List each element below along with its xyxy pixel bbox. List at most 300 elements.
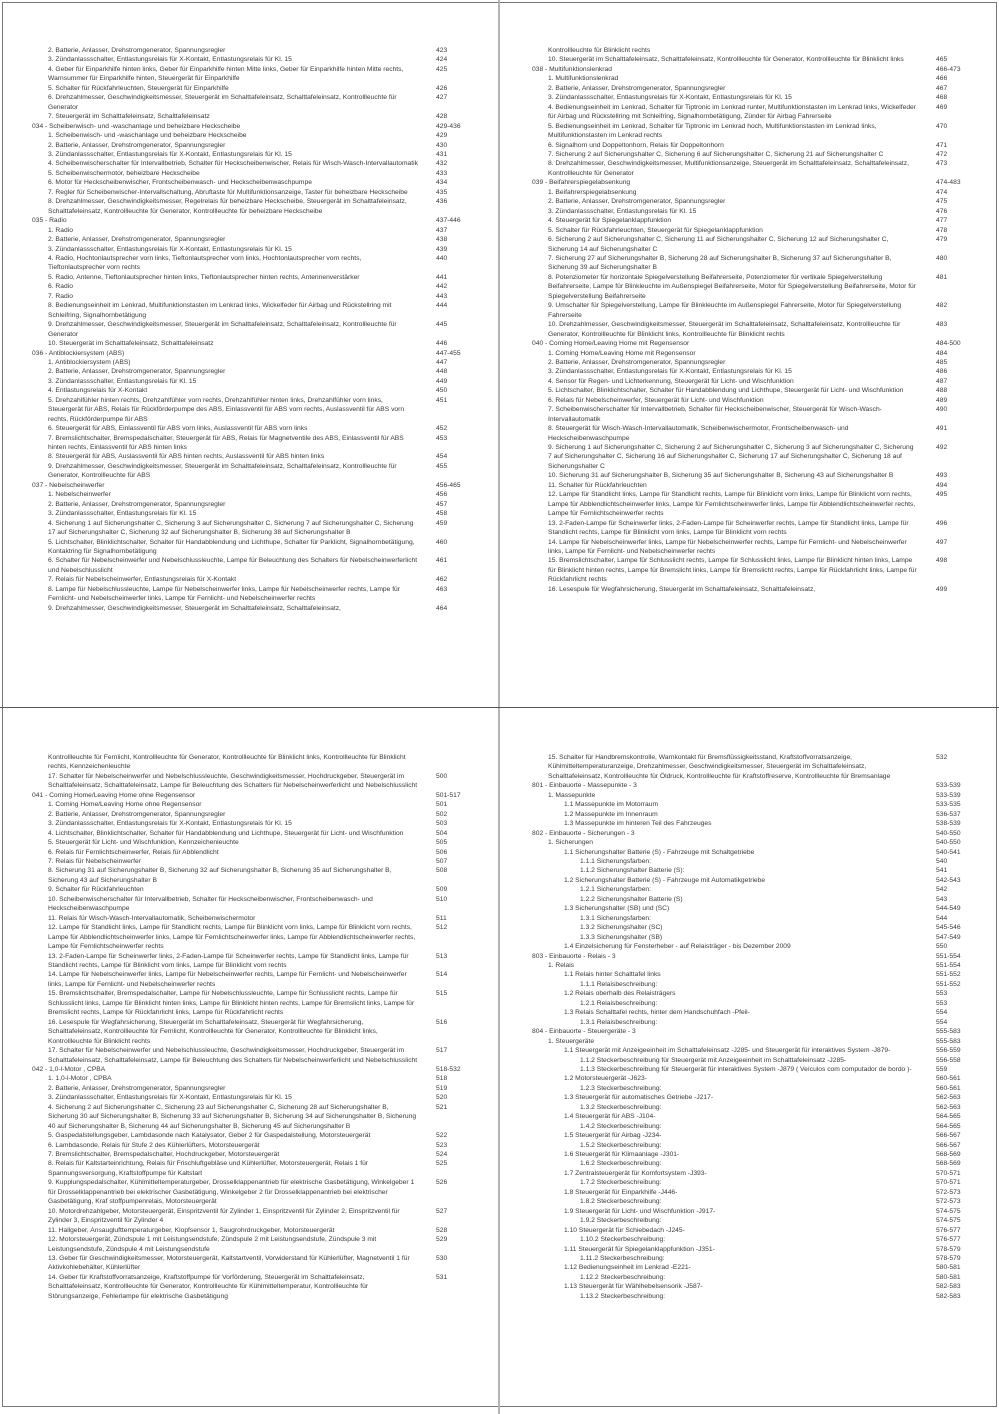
toc-entry — [500, 519, 999, 538]
toc-entry — [500, 1037, 999, 1046]
toc-page-number: 496 — [936, 519, 948, 527]
toc-page-number: 483 — [936, 321, 948, 329]
toc-entry-title: 1. Radio — [48, 226, 73, 234]
toc-entry-title: 8. Bedienungseinheit im Lenkrad, Multifunktionstasten im Lenkrad links, Wickelfeder für Airbag und Rückstellring mit Schleifring, Signalhornbetätigung — [48, 302, 392, 319]
toc-page-number: 472 — [936, 150, 948, 158]
toc-entry — [0, 93, 499, 112]
toc-page-number: 489 — [936, 396, 948, 404]
toc-page-number: 436 — [436, 198, 448, 206]
toc-entry-title: 4. Lichtschalter, Blinklichtschalter, Schalter für Handabblendung und Lichthupe, Steuergerät für Licht- und Wischfunktion — [48, 829, 404, 837]
toc-entry-title: 1.3 Massepunkte im hinteren Teil des Fahrzeuges — [564, 820, 712, 828]
toc-entry-title: 1.1.1 Sicherungsfarben: — [580, 857, 652, 865]
toc-page-number: 444 — [436, 302, 448, 310]
toc-entry-title: 17. Schalter für Nebelscheinwerfer und Nebelschlussleuchte, Geschwindigkeitsmesser, Hochdruckgeber, Steuergerät im Schalttafeleinsatz, Schalttafeleinsatz, Lampe für Beleuchtung des Schalters für Nebelscheinwerferlicht und Nebelschlusslicht — [48, 772, 418, 790]
toc-page-number: 426 — [436, 84, 448, 92]
toc-page-number: 474 — [936, 188, 948, 196]
toc-page-number: 425 — [436, 65, 448, 73]
toc-page-number: 531 — [436, 1273, 448, 1281]
toc-entry — [500, 197, 999, 206]
toc-entry-title: 11. Schalter für Rückfahrleuchten — [548, 481, 647, 489]
toc-page-number: 527 — [436, 1207, 448, 1215]
toc-page-number: 497 — [936, 538, 948, 546]
toc-entry — [500, 1159, 999, 1168]
toc-entry — [0, 367, 499, 376]
toc-entry-title: 037 - Nebelscheinwerfer — [32, 481, 105, 489]
toc-chapter-entry — [500, 65, 999, 74]
toc-page-number: 490 — [936, 406, 948, 414]
toc-entry-title: 1.12.2 Steckerbeschreibung: — [580, 1273, 666, 1281]
toc-page-number: 540 — [936, 857, 948, 865]
toc-entry — [500, 103, 999, 122]
toc-entry — [500, 1292, 999, 1301]
toc-page-number: 481 — [936, 273, 948, 281]
toc-chapter-entry — [0, 1065, 499, 1074]
toc-page-number: 511 — [436, 914, 447, 922]
toc-entry — [500, 1235, 999, 1244]
toc-page-number: 533-539 — [936, 791, 961, 799]
toc-entry-title: 1.1 Relais hinter Schalttafel links — [564, 971, 661, 979]
toc-page-number: 433 — [436, 169, 448, 177]
toc-page-number: 533-539 — [936, 782, 961, 790]
toc-chapter-entry — [500, 829, 999, 838]
toc-entry-title: 1.2.1 Sicherungsfarben: — [580, 886, 652, 894]
toc-entry — [500, 1169, 999, 1178]
toc-entry-title: 4. Bedienungseinheit im Lenkrad, Schalter für Tiptronic im Lenkrad runter, Multifunktionstasten im Lenkrad links, Wickelfeder für Airbag und Rückstellring mit Schleifring, Signalhornbetätigung, Zünder für Airbag Fahrerseite — [548, 103, 916, 121]
toc-entry-title: 13. 2-Faden-Lampe für Scheinwerfer links, 2-Faden-Lampe für Scheinwerfer rechts, Lampe für Standlicht links, Lampe für Standlicht rechts, Lampe für Blinklicht vorn links, Lampe für Blinklicht vorn rechts — [548, 519, 909, 537]
toc-entry — [0, 1141, 499, 1150]
toc-chapter-entry — [0, 791, 499, 800]
toc-page-number: 564-565 — [936, 1122, 961, 1130]
toc-entry-title: 14. Lampe für Nebelscheinwerfer links, Lampe für Nebelscheinwerfer rechts, Lampe für Fernlicht- und Nebelscheinwerfer links, Lampe für Fernlicht- und Nebelscheinwerfer rechts — [48, 971, 407, 988]
toc-page-number: 542-543 — [936, 876, 961, 884]
toc-entry — [0, 895, 499, 914]
toc-entry — [500, 55, 999, 64]
toc-entry — [500, 1226, 999, 1235]
toc-page-number: 538-539 — [936, 820, 961, 828]
toc-entry-title: 1.5.2 Steckerbeschreibung: — [580, 1141, 662, 1149]
toc-page-number: 471 — [936, 141, 948, 149]
toc-entry-title: 4. Sicherung 2 auf Sicherungshalter C, Sicherung 23 auf Sicherungshalter C, Sicherung 28 auf Sicherungshalter B, Sicherung 30 auf Sicherungshalter B, Sicherung 33 auf Sicherungshalter B, Sicherung 34 auf Sicherungshalter B, Sicherung 40 auf Sicherungshalter B, Sicherung 44 auf Sicherungshalter B, Sicherung 45 auf Sicherungshalter B — [48, 1103, 417, 1130]
toc-entry-title: 5. Gaspedalstellungsgeber, Lambdasonde nach Katalysator, Geber 2 für Gaspedalstellung, Motorsteuergerät — [48, 1132, 371, 1140]
toc-entry — [0, 1093, 499, 1102]
toc-page-number: 460 — [436, 538, 448, 546]
toc-page-number: 487 — [936, 377, 948, 385]
toc-entry-title: 2. Batterie, Anlasser, Drehstromgenerator, Spannungsregler — [548, 84, 726, 92]
toc-entry — [500, 188, 999, 197]
toc-entry-title: 1.3 Relais Schalttafel rechts, hinter dem Handschuhfach -Pfeil- — [564, 1009, 750, 1017]
toc-page-number: 484-500 — [936, 340, 961, 348]
toc-page-number: 560-561 — [936, 1084, 961, 1092]
toc-entry-title: 1.10 Steuergerät für Schiebedach -J245- — [564, 1226, 685, 1234]
toc-entry-title: 1.3 Steuergerät für automatisches Getriebe -J217- — [564, 1094, 714, 1102]
toc-entry-title: 16. Lesespule für Wegfahrsicherung, Steuergerät im Schalttafeleinsatz, Schalttafeleinsatz, — [548, 585, 816, 593]
toc-entry-title: 1.3.1 Sicherungsfarben: — [580, 914, 652, 922]
toc-entry-title: 9. Drehzahlmesser, Geschwindigkeitsmesser, Steuergerät im Schalttafeleinsatz, Schalttafeleinsatz, Kontrollleuchte für Generator, Kontrollleuchte für ABS — [48, 462, 397, 480]
toc-page-number: 512 — [436, 924, 448, 932]
toc-entry — [500, 226, 999, 235]
toc-page-number: 582-583 — [936, 1292, 961, 1300]
toc-entry-title: 7. Regler für Scheibenwischer-Intervallschaltung, Abruftaste für Multifunktionsanzeige, Taster für beheizbare Heckscheibe — [48, 188, 408, 196]
toc-entry — [500, 1046, 999, 1055]
toc-page-number: 580-581 — [936, 1264, 961, 1272]
toc-entry — [0, 490, 499, 499]
toc-entry-title: 9. Drehzahlmesser, Geschwindigkeitsmesser, Steuergerät im Schalttafeleinsatz, Schalttafeleinsatz, — [48, 604, 341, 612]
toc-page-number: 466-473 — [936, 65, 961, 73]
toc-entry-title: 6. Radio — [48, 283, 73, 291]
toc-page-number: 576-577 — [936, 1226, 961, 1234]
toc-entry — [500, 819, 999, 828]
toc-entry-title: 2. Batterie, Anlasser, Drehstromgenerator, Spannungsregler — [48, 141, 226, 149]
toc-entry — [0, 320, 499, 339]
toc-entry — [0, 131, 499, 140]
toc-entry-title: 1.3.2 Sicherungshalter (SC) — [580, 924, 663, 932]
toc-page-number: 510 — [436, 895, 448, 903]
toc-page-number: 555-583 — [936, 1028, 961, 1036]
toc-entry-title: 1.9 Steuergerät für Licht- und Wischfunktion -J917- — [564, 1207, 716, 1215]
toc-entry-title: 1.3.3 Sicherungshalter (SB) — [580, 933, 663, 941]
toc-entry — [500, 490, 999, 518]
toc-page-number: 494 — [936, 481, 948, 489]
toc-entry-title: 7. Radio — [48, 292, 73, 300]
toc-entry — [500, 1178, 999, 1187]
toc-entry-title: 1.5 Steuergerät für Airbag -J234- — [564, 1132, 662, 1140]
toc-page-number: 559 — [936, 1065, 948, 1073]
toc-entry — [500, 1112, 999, 1121]
toc-entry-title: 15. Bremslichtschalter, Lampe für Schlusslicht rechts, Lampe für Schlusslicht links, Lampe für Blinklicht hinten links, Lampe für Blinklicht hinten rechts, Lampe für Bremslicht links, Lampe für Bremslicht rechts, Lampe für Rückfahrlicht links, Lampe für Rückfahrlicht rechts — [548, 557, 917, 584]
toc-chapter-entry — [0, 122, 499, 131]
toc-entry-title: 1.12 Bedienungseinheit im Lenkrad -E221- — [564, 1264, 691, 1272]
toc-page-number: 524 — [436, 1151, 448, 1159]
toc-page-number: 458 — [436, 510, 448, 518]
toc-page-number: 491 — [936, 425, 948, 433]
toc-page-number: 562-563 — [936, 1103, 961, 1111]
toc-entry — [0, 245, 499, 254]
toc-entry-title: 7. Relais für Nebelscheinwerfer — [48, 857, 141, 865]
toc-entry — [0, 292, 499, 301]
toc-page-number: 551-552 — [936, 971, 961, 979]
toc-entry-title: 1.7 Zentralsteuergerät für Komfortsystem -J393- — [564, 1169, 707, 1177]
toc-entry-title: 802 - Einbauorte - Sicherungen - 3 — [532, 829, 635, 837]
toc-entry — [500, 207, 999, 216]
toc-entry-title: 1.2.1 Relaisbeschreibung: — [580, 999, 658, 1007]
toc-entry-title: 2. Batterie, Anlasser, Drehstromgenerator, Spannungsregler — [48, 810, 226, 818]
toc-page-number: 514 — [436, 971, 448, 979]
toc-page-number: 509 — [436, 886, 448, 894]
toc-entry-title: 5. Radio, Antenne, Tieftonlautsprecher hinten links, Tieftonlautsprecher hinten rechts, Antennenverstärker — [48, 273, 360, 281]
toc-page-number: 533-535 — [936, 801, 961, 809]
toc-entry-title: 7. Sicherung 27 auf Sicherungshalter B, Sicherung 28 auf Sicherungshalter B, Sicherung 37 auf Sicherungshalter B, Sicherung 39 auf Sicherungshalter B — [548, 254, 892, 272]
toc-page-number: 501-517 — [436, 791, 461, 799]
toc-entry-title: 7. Relais für Nebelscheinwerfer, Entlastungsrelais für X-Kontakt — [48, 576, 237, 584]
toc-entry-title: 1.6 Steuergerät für Klimaanlage -J301- — [564, 1151, 680, 1159]
toc-entry — [500, 904, 999, 913]
toc-entry-title: 13. 2-Faden-Lampe für Scheinwerfer links, 2-Faden-Lampe für Scheinwerfer rechts, Lampe für Standlicht links, Lampe für Standlicht rechts, Lampe für Blinklicht vorn links, Lampe für Blinklicht vorn rechts — [48, 952, 409, 969]
toc-entry — [0, 970, 499, 989]
toc-page-number: 522 — [436, 1132, 448, 1140]
toc-entry-title: 6. Lambdasonde, Relais für Stufe 2 des Kühlerlüfters, Motorsteuergerät — [48, 1141, 260, 1149]
toc-entry — [0, 197, 499, 216]
toc-page-number: 555-583 — [936, 1037, 961, 1045]
toc-entry-title: 6. Drehzahlmesser, Geschwindigkeitsmesser, Steuergerät im Schalttafeleinsatz, Schalttafeleinsatz, Kontrollleuchte für Generator — [48, 94, 397, 111]
toc-entry-title: 1.1.2 Steckerbeschreibung für Steuergerät mit Anzeigeeinheit im Schalttafeleinsatz -J285- — [580, 1056, 847, 1064]
toc-page-number: 505 — [436, 839, 448, 847]
toc-page-number: 550 — [936, 943, 948, 951]
toc-page-number: 461 — [436, 557, 448, 565]
toc-entry — [500, 1074, 999, 1083]
toc-entry-title: 1.1 Sicherungshalter Batterie (S) - Fahrzeuge mit Schaltgetriebe — [564, 848, 755, 856]
toc-entry — [0, 819, 499, 828]
toc-entry — [500, 1008, 999, 1017]
toc-entry — [500, 1188, 999, 1197]
toc-page-number: 570-571 — [936, 1169, 961, 1177]
toc-page-number: 485 — [936, 358, 948, 366]
toc-entry-title: 2. Batterie, Anlasser, Drehstromgenerator, Spannungsregler — [548, 358, 726, 366]
toc-page-number: 556-559 — [936, 1047, 961, 1055]
toc-list — [0, 46, 499, 613]
toc-entry — [500, 980, 999, 989]
toc-page-number: 574-575 — [936, 1207, 961, 1215]
toc-entry — [500, 1084, 999, 1093]
toc-entry-title: 8. Lampe für Nebelschlussleuchte, Lampe für Nebelscheinwerfer links, Lampe für Nebelscheinwerfer rechts, Lampe für Fernlicht- und Nebelscheinwerfer links, Lampe für Fernlicht- und Nebelscheinwerfer rechts — [48, 585, 401, 603]
toc-page-number: 470 — [936, 122, 948, 130]
toc-entry — [500, 405, 999, 424]
toc-entry-title: 15. Bremslichtschalter, Bremspedalschalter, Lampe für Nebelschlussleuchte, Lampe für Schlusslicht rechts, Lampe für Schlusslicht links, Lampe für Blinklicht hinten links, Lampe für Blinklicht hinten rechts, Lampe für Bremslicht links, Lampe für Bremslicht rechts, Lampe für Rückfahrlicht links, Lampe für Rückfahrlicht rechts — [48, 990, 415, 1017]
toc-entry-title: 1. Beifahrerspiegelabsenkung — [548, 188, 637, 196]
toc-entry — [500, 320, 999, 339]
toc-chapter-entry — [500, 339, 999, 348]
toc-entry — [0, 1226, 499, 1235]
toc-entry — [500, 791, 999, 800]
toc-entry-title: 1. Steuergeräte — [548, 1037, 595, 1045]
toc-page-number: 521 — [436, 1103, 448, 1111]
toc-entry — [0, 857, 499, 866]
toc-entry — [500, 1282, 999, 1291]
toc-entry — [0, 84, 499, 93]
toc-entry — [0, 538, 499, 557]
toc-entry — [0, 1131, 499, 1140]
toc-page-number: 488 — [936, 387, 948, 395]
toc-entry-title: 8. Drehzahlmesser, Geschwindigkeitsmesser, Multifunktionsanzeige, Steuergerät im Schalttafeleinsatz, Schalttafeleinsatz, Kontrollleuchte für Generator — [548, 160, 909, 177]
toc-entry — [500, 961, 999, 970]
toc-entry-title: 9. Umschalter für Spiegelverstellung, Lampe für Blinkleuchte im Außenspiegel Fahrerseite, Motor für Spiegelverstellung Fahrerseite — [548, 302, 902, 319]
toc-entry-title: 1.10.2 Steckerbeschreibung: — [580, 1236, 666, 1244]
toc-entry-title: 042 - 1,0-l-Motor , CPBA — [32, 1065, 106, 1073]
toc-entry — [0, 273, 499, 282]
toc-entry-title: 6. Motor für Heckscheibenwischer, Frontscheibenwasch- und Heckscheibenwaschpumpe — [48, 179, 312, 187]
toc-entry-title: 040 - Coming Home/Leaving Home mit Regensensor — [532, 340, 690, 348]
toc-page-number: 554 — [936, 1018, 948, 1026]
toc-entry-title: 8. Sicherung 31 auf Sicherungshalter B, Sicherung 32 auf Sicherungshalter B, Sicherung 35 auf Sicherungshalter B, Sicherung 43 auf Sicherungshalter B — [48, 867, 392, 884]
toc-entry — [500, 84, 999, 93]
toc-entry — [0, 301, 499, 320]
toc-entry — [0, 1235, 499, 1254]
toc-page-number: 454 — [436, 453, 448, 461]
toc-entry-title: 1. Relais — [548, 961, 575, 969]
toc-entry-title: 2. Batterie, Anlasser, Drehstromgenerator, Spannungsregler — [48, 47, 226, 54]
toc-chapter-entry — [500, 1027, 999, 1036]
toc-page-number: 439 — [436, 245, 448, 253]
toc-entry — [0, 753, 499, 772]
toc-page-number: 576-577 — [936, 1236, 961, 1244]
toc-entry — [0, 1018, 499, 1046]
toc-page-number: 498 — [936, 557, 948, 565]
toc-entry — [500, 74, 999, 83]
toc-entry-title: 4. Sicherung 1 auf Sicherungshalter C, Sicherung 3 auf Sicherungshalter C, Sicherung 7 auf Sicherungshalter C, Sicherung 17 auf Sicherungshalter C, Sicherung 32 auf Sicherungshalter B, Sicherung 38 auf Sicherungshalter B — [48, 519, 414, 537]
toc-page-number: 568-569 — [936, 1151, 961, 1159]
toc-entry — [0, 1150, 499, 1159]
toc-entry — [0, 226, 499, 235]
toc-entry-title: 1.2 Massepunkte im Innenraum — [564, 810, 658, 818]
toc-page-number: 432 — [436, 160, 448, 168]
toc-page-number: 513 — [436, 952, 448, 960]
toc-page-number: 441 — [436, 273, 448, 281]
toc-entry-title: 035 - Radio — [32, 217, 67, 225]
toc-entry-title: 1. Multifunktionslenkrad — [548, 75, 619, 83]
toc-entry — [0, 1159, 499, 1178]
toc-entry-title: 1.3.1 Relaisbeschreibung: — [580, 1018, 658, 1026]
toc-entry — [500, 1245, 999, 1254]
toc-entry — [500, 876, 999, 885]
toc-page-number: 582-583 — [936, 1283, 961, 1291]
toc-page-number: 580-581 — [936, 1273, 961, 1281]
toc-page-number: 440 — [436, 254, 448, 262]
toc-entry-title: 12. Motorsteuergerät, Zündspule 1 mit Leistungsendstufe, Zündspule 2 mit Leistungsendstufe, Zündspule 3 mit Leistungsendstufe, Zündspule 4 mit Leistungsendstufe — [48, 1236, 377, 1253]
toc-entry-title: 1.2 Relais oberhalb des Relaisträgers — [564, 990, 676, 998]
toc-page-number: 542 — [936, 886, 948, 894]
toc-page-number: 545-546 — [936, 924, 961, 932]
toc-entry — [500, 857, 999, 866]
toc-page-number: 523 — [436, 1141, 448, 1149]
toc-entry-title: 3. Zündanlassschalter, Entlastungsrelais für X-Kontakt, Entlastungsrelais für Kl. 15 — [48, 245, 292, 253]
toc-entry — [500, 386, 999, 395]
toc-entry — [0, 282, 499, 291]
toc-page-number: 467 — [936, 84, 948, 92]
toc-page-number: 570-571 — [936, 1179, 961, 1187]
toc-page-number: 423 — [436, 47, 448, 54]
toc-entry-title: 1.6.2 Steckerbeschreibung: — [580, 1160, 662, 1168]
toc-entry-title: 3. Zündanlassschalter, Entlastungsrelais für X-Kontakt, Entlastungsrelais für Kl. 15 — [48, 1094, 292, 1102]
toc-entry — [500, 989, 999, 998]
toc-page-number: 568-569 — [936, 1160, 961, 1168]
toc-page-number: 427 — [436, 94, 448, 102]
toc-entry-title: 16. Lesespule für Wegfahrsicherung, Steuergerät im Schalttafeleinsatz, Steuergerät für Wegfahrsicherung, Schalttafeleinsatz, Kontrollleuchte für Fernlicht, Kontrollleuchte für Generator, Kontrollleuchte für Blinklicht links, Kontrollleuchte für Blinklicht rechts — [48, 1018, 378, 1045]
toc-entry — [500, 443, 999, 471]
toc-entry-title: 1.9.2 Steckerbeschreibung: — [580, 1217, 662, 1225]
toc-entry-title: 13. Geber für Geschwindigkeitsmesser, Motorsteuergerät, Kaltstartventil, Vorwiderstand für Kühlerlüfter, Magnetventil 1 für Aktivkohlebehälter, Kühlerlüfter — [48, 1255, 410, 1272]
toc-page-number: 474-483 — [936, 179, 961, 187]
toc-page-number: 560-561 — [936, 1075, 961, 1083]
toc-entry — [0, 838, 499, 847]
toc-page-number: 429-436 — [436, 122, 461, 130]
toc-entry-title: 7. Scheibenwischerschalter für Intervallbetrieb, Schalter für Heckscheibenwischer, Steuergerät für Wisch-Wasch-Intervallautomatik — [548, 406, 882, 423]
toc-entry-title: 1.1.3 Steckerbeschreibung für Steuergerät für interaktives System -J879 ( Veículos com computador de bordo )- — [580, 1065, 912, 1073]
toc-entry-title: 1.4 Steuergerät für ABS -J104- — [564, 1113, 656, 1121]
toc-page-number: 529 — [436, 1236, 448, 1244]
toc-entry — [0, 500, 499, 509]
toc-entry — [500, 1273, 999, 1282]
toc-page-number: 457 — [436, 500, 448, 508]
toc-entry-title: 10. Steuergerät im Schalttafeleinsatz, Schalttafeleinsatz — [48, 340, 214, 348]
toc-entry-title: 1.11.2 Steckerbeschreibung: — [580, 1255, 665, 1263]
toc-entry-title: 1. Scheibenwisch- und -waschanlage und beheizbare Heckscheibe — [48, 132, 247, 140]
toc-entry-title: 5. Lichtschalter, Blinklichtschalter, Schalter für Handabblendung und Lichthupe, Steuergerät für Licht- und Wischfunktion — [548, 387, 904, 395]
toc-entry — [0, 150, 499, 159]
toc-page-number: 551-552 — [936, 980, 961, 988]
toc-page-number: 479 — [936, 236, 948, 244]
toc-page-number: 572-573 — [936, 1188, 961, 1196]
toc-page-number: 450 — [436, 387, 448, 395]
toc-page-number: 449 — [436, 377, 448, 385]
toc-entry-title: 15. Schalter für Handbremskontrolle, Warnkontakt für Bremsflüssigkeitsstand, Kraftstoffvorratsanzeige, Kühlmitteltemperaturanzeige, Drehzahlmesser, Geschwindigkeitsmesser, Steuergerät im Schalttafeleinsatz, Schalttafeleinsatz, Kontrollleuchte für Öldruck, Kontrollleuchte für Kraftstoffreserve, Kontrollleuchte für Bremsanlage — [548, 754, 891, 780]
toc-entry-title: 804 - Einbauorte - Steuergeräte - 3 — [532, 1028, 636, 1036]
toc-page-number: 429 — [436, 132, 448, 140]
toc-page-number: 448 — [436, 368, 448, 376]
toc-entry-title: 5. Steuergerät für Licht- und Wischfunktion, Kennzeichenleuchte — [48, 839, 239, 847]
toc-entry — [0, 188, 499, 197]
toc-entry — [500, 481, 999, 490]
toc-entry — [500, 999, 999, 1008]
toc-entry-title: 1. Sicherungen — [548, 839, 593, 847]
toc-entry-title: 8. Drehzahlmesser, Geschwindigkeitsmesser, Regelrelais für beheizbare Heckscheibe, Steuergerät im Schalttafeleinsatz, Schalttafeleinsatz, Kontrollleuchte für Generator, Kontrollleuchte für beheizbare Heckscheibe — [48, 198, 407, 215]
toc-page-number: 566-567 — [936, 1132, 961, 1140]
toc-entry — [500, 556, 999, 584]
toc-entry — [500, 1056, 999, 1065]
toc-page-bottom-left — [0, 707, 499, 1414]
toc-entry-title: 3. Zündanlassschalter, Entlastungsrelais für Kl. 15 — [48, 377, 197, 385]
toc-entry-title: 1.8 Steuergerät für Einparkhilfe -J446- — [564, 1188, 678, 1196]
toc-entry — [0, 1084, 499, 1093]
toc-page-number: 446 — [436, 340, 448, 348]
toc-entry — [500, 1141, 999, 1150]
toc-page-number: 480 — [936, 254, 948, 262]
toc-entry-title: 2. Batterie, Anlasser, Drehstromgenerator, Spannungsregler — [548, 198, 726, 206]
toc-entry-title: 039 - Beifahrerspiegelabsenkung — [532, 179, 631, 187]
toc-page-number: 528 — [436, 1226, 448, 1234]
toc-entry — [0, 254, 499, 273]
toc-entry — [0, 800, 499, 809]
toc-entry — [0, 65, 499, 84]
toc-entry — [0, 1254, 499, 1273]
toc-entry — [500, 933, 999, 942]
toc-page-number: 455 — [436, 462, 448, 470]
toc-entry — [500, 1197, 999, 1206]
toc-entry-title: 1.11 Steuergerät für Spiegelanklappfunktion -J351- — [564, 1245, 715, 1253]
toc-entry-title: 6. Signalhorn und Doppeltonhorn, Relais für Doppeltonhorn — [548, 141, 724, 149]
toc-entry-title: 7. Steuergerät im Schalttafeleinsatz, Schalttafeleinsatz — [48, 113, 210, 121]
toc-page-number: 456-465 — [436, 481, 461, 489]
toc-entry — [500, 141, 999, 150]
toc-entry-title: 2. Batterie, Anlasser, Drehstromgenerator, Spannungsregler — [48, 236, 226, 244]
toc-entry — [0, 1207, 499, 1226]
toc-page-number: 499 — [936, 585, 948, 593]
toc-entry-title: 1. Coming Home/Leaving Home mit Regensensor — [548, 349, 696, 357]
toc-entry-title: 1.1 Steuergerät mit Anzeigeeinheit im Schalttafeleinsatz -J285- und Steuergerät für interaktives System -J879- — [564, 1047, 891, 1055]
toc-entry — [500, 848, 999, 857]
toc-entry-title: 2. Batterie, Anlasser, Drehstromgenerator, Spannungsregler — [48, 368, 226, 376]
toc-entry-title: 12. Lampe für Standlicht links, Lampe für Standlicht rechts, Lampe für Blinklicht vorn links, Lampe für Blinklicht vorn rechts, Lampe für Abblendlichtscheinwerfer links, Lampe für Fernlichtscheinwerfer links, Lampe für Abblendlichtscheinwerfer rechts, Lampe für Fernlichtscheinwerfer rechts — [548, 491, 916, 518]
toc-page-number: 463 — [436, 585, 448, 593]
toc-entry-title: 4. Radio, Hochtonlautsprecher vorn links, Tieftonlautsprecher vorn links, Hochtonlautsprecher vorn rechts, Tieftonlautsprecher vorn rechts — [48, 254, 362, 272]
toc-entry — [0, 452, 499, 461]
toc-page-number: 578-579 — [936, 1255, 961, 1263]
toc-entry-title: 10. Steuergerät im Schalttafeleinsatz, Schalttafeleinsatz, Kontrollleuchte für Generator, Kontrollleuchte für Blinklicht links — [548, 56, 904, 64]
toc-entry-title: 803 - Einbauorte - Relais - 3 — [532, 952, 616, 960]
toc-page-number: 453 — [436, 434, 448, 442]
toc-page-number: 507 — [436, 857, 448, 865]
toc-page-number: 572-573 — [936, 1198, 961, 1206]
toc-page-number: 578-579 — [936, 1245, 961, 1253]
toc-entry-title: 1.1.1 Relaisbeschreibung: — [580, 980, 658, 988]
